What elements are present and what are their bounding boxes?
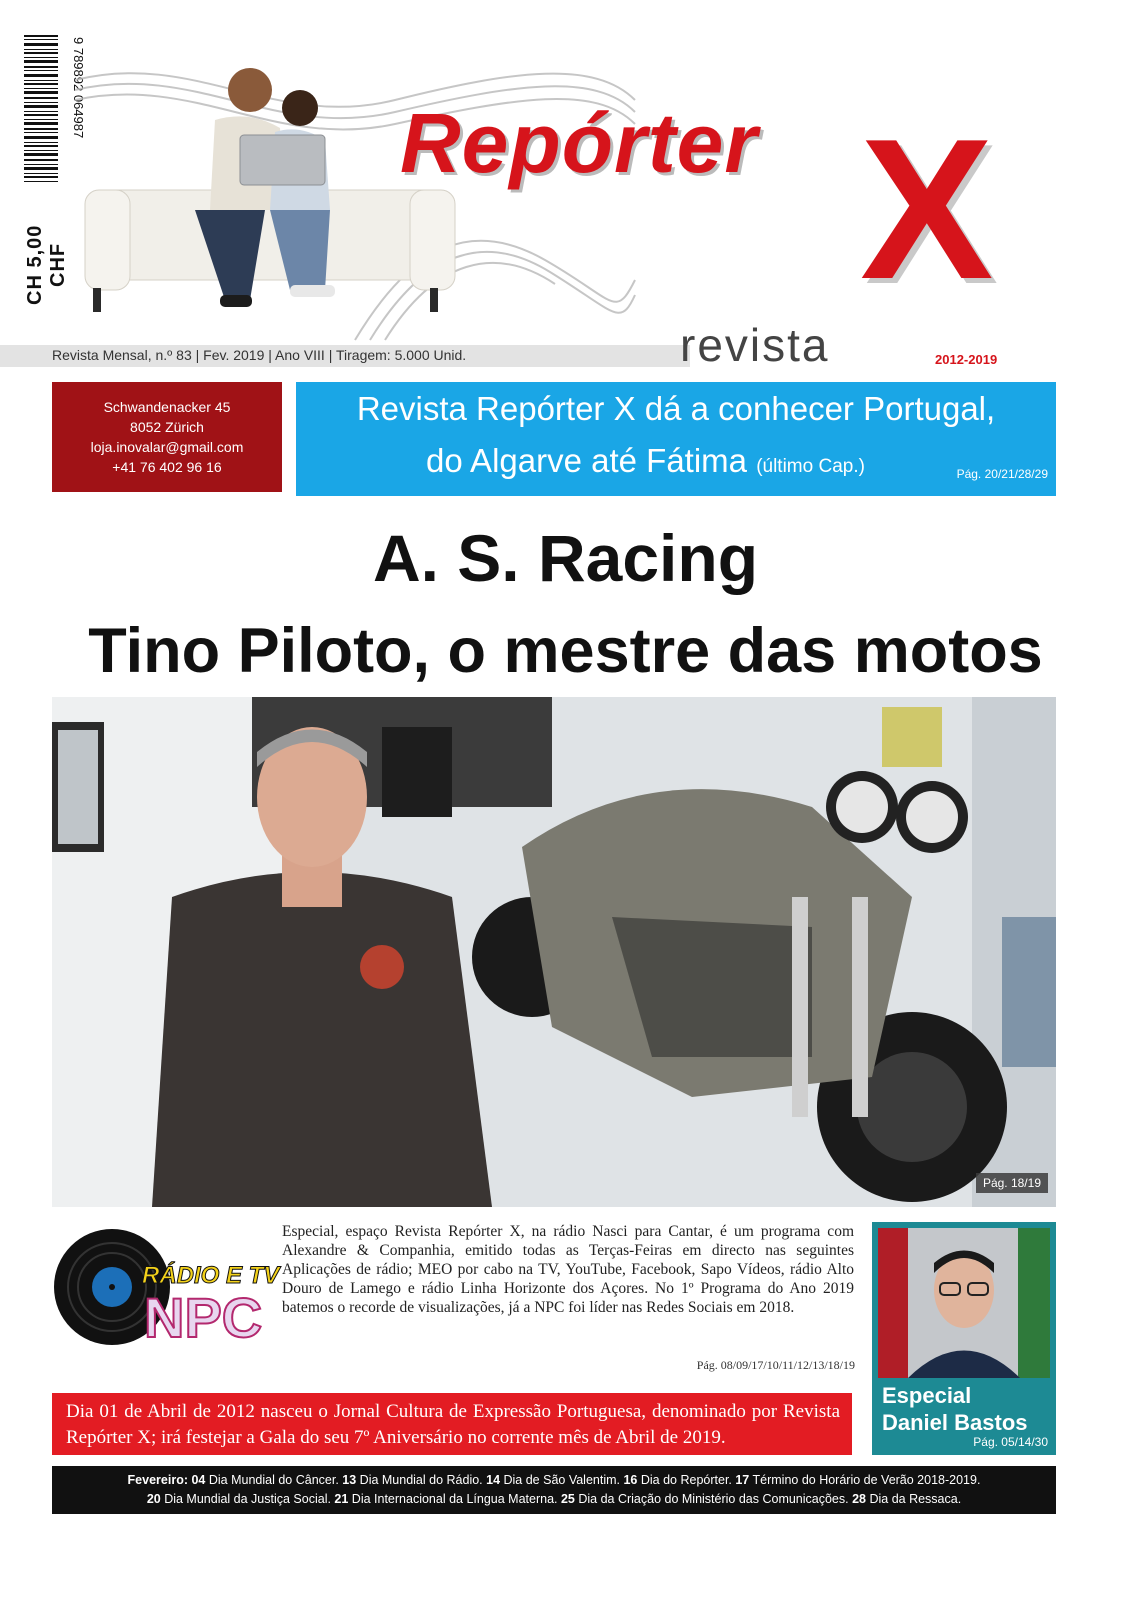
dates-line-2	[147, 1490, 961, 1509]
date-text: Dia da Ressaca.	[866, 1492, 962, 1506]
promo-line-1: Revista Repórter X dá a conhecer Portugal,	[356, 390, 996, 427]
date-text: Dia Mundial do Câncer.	[205, 1473, 343, 1487]
date-text: Dia do Repórter.	[637, 1473, 736, 1487]
special-title-line-2: Daniel Bastos	[882, 1410, 1028, 1435]
special-title-line-1: Especial	[882, 1383, 972, 1408]
promo-box	[296, 382, 1056, 496]
date-text: Dia de São Valentim.	[500, 1473, 624, 1487]
date-text: Término do Horário de Verão 2018-2019.	[749, 1473, 981, 1487]
issue-info: Revista Mensal, n.º 83 | Fev. 2019 | Ano VIII | Tiragem: 5.000 Unid.	[52, 347, 467, 363]
radio-article-text: Especial, espaço Revista Repórter X, na rádio Nasci para Cantar, é um programa com Alexandre & Companhia, emitido todas as Terças-Feiras em directo nas seguintes Aplicações de rádio; MEO por cabo na TV, YouTube, Facebook, Sapo Vídeos, rádio Alto Douro de Lamego e rádio Linha Horizonte dos Açores. No 1º Programa do Ano 2019 batemos o recorde de visualizações, já a NPC foi líder nas Redes Sociais em 2018.	[282, 1223, 854, 1316]
address-email[interactable]: loja.inovalar@gmail.com	[90, 439, 244, 455]
special-box	[872, 1222, 1056, 1455]
special-title	[882, 1382, 1028, 1436]
date-day: 25	[560, 1492, 575, 1506]
price-label: CH 5,00 CHF	[24, 224, 69, 306]
radio-tv-npc-logo	[52, 1225, 280, 1350]
promo-pages: Pág. 20/21/28/29	[956, 467, 1048, 481]
date-day: 13	[342, 1473, 357, 1487]
date-day: 28	[852, 1492, 866, 1506]
february-dates-bar	[52, 1466, 1056, 1514]
promo-chapter-note: (último Cap.)	[756, 456, 865, 477]
date-day: 16	[623, 1473, 638, 1487]
daniel-bastos-photo	[878, 1228, 1050, 1378]
date-text: Dia Internacional da Língua Materna.	[348, 1492, 561, 1506]
radio-logo-bottom-text: NPC	[144, 1286, 263, 1349]
promo-line-2-main: do Algarve até Fátima	[426, 442, 748, 479]
address-street: Schwandenacker 45	[103, 399, 231, 415]
date-day: 17	[735, 1473, 750, 1487]
date-text: Dia da Criação do Ministério das Comunicações.	[574, 1492, 853, 1506]
date-day: 20	[146, 1492, 161, 1506]
magazine-title-x: X	[860, 98, 994, 321]
date-day: 14	[486, 1473, 501, 1487]
barcode-number: 9 789892 064987	[71, 37, 86, 139]
address-box	[52, 382, 282, 492]
dates-line-1	[128, 1471, 981, 1490]
magazine-title: Repórter	[400, 96, 759, 190]
anniversary-box: Dia 01 de Abril de 2012 nasceu o Jornal Cultura de Expressão Portuguesa, denominado por Revista Repórter X; irá festejar a Gala do seu 7º Aniversário no corrente mês de Abril de 2019.	[52, 1393, 852, 1455]
cover-photo	[52, 697, 1056, 1207]
radio-pages: Pág. 08/09/17/10/11/12/13/18/19	[696, 1358, 855, 1372]
years-label: 2012-2019	[935, 352, 998, 367]
headline-sub: Tino Piloto, o mestre das motos	[88, 616, 1043, 686]
address-city: 8052 Zürich	[130, 419, 204, 435]
date-text: Dia Mundial do Rádio.	[356, 1473, 487, 1487]
promo-line-2	[426, 442, 865, 480]
photo-pages: Pág. 18/19	[976, 1173, 1048, 1193]
headline-main: A. S. Racing	[372, 521, 759, 595]
radio-logo-top-text: RÁDIO E TV	[142, 1262, 280, 1289]
date-day: 04	[191, 1473, 206, 1487]
cover-photo-illustration	[52, 697, 1056, 1207]
date-text: Dia Mundial da Justiça Social.	[160, 1492, 335, 1506]
date-day: 21	[334, 1492, 349, 1506]
address-phone: +41 76 402 96 16	[112, 459, 222, 475]
special-pages: Pág. 05/14/30	[973, 1435, 1048, 1449]
dates-month-label: Fevereiro:	[127, 1473, 188, 1487]
magazine-subtitle: revista	[680, 319, 830, 371]
barcode-image	[22, 35, 86, 195]
